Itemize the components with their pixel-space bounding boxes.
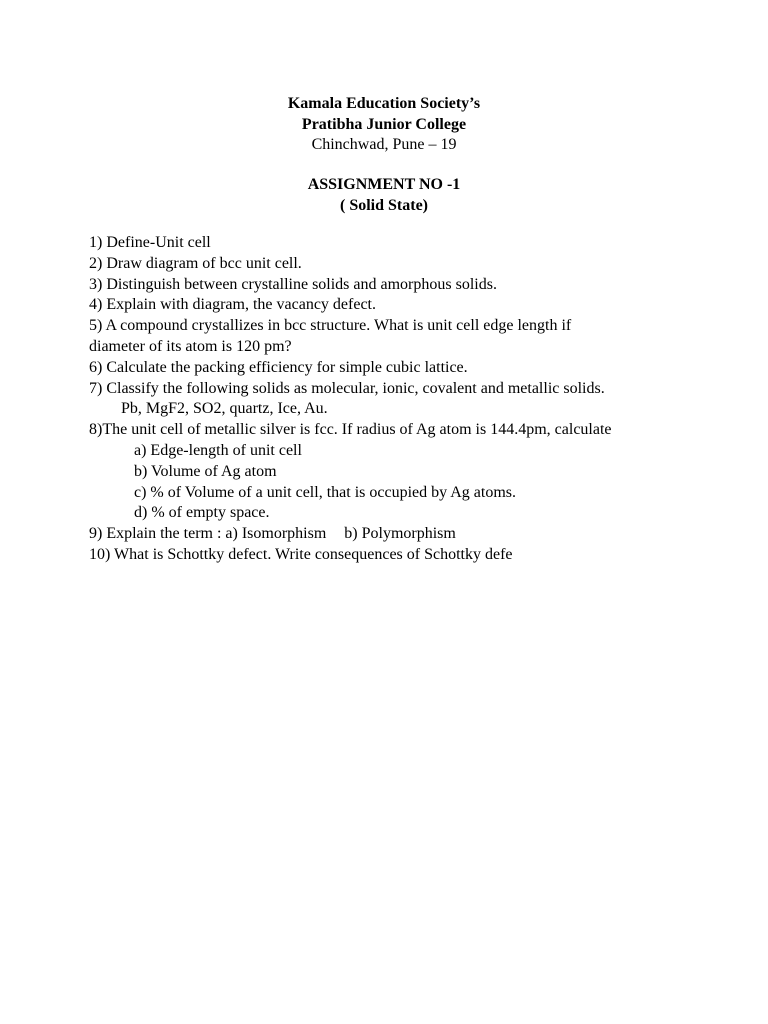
question-9: [89, 524, 749, 545]
question-4: 4) Explain with diagram, the vacancy defect.: [89, 296, 376, 314]
question-8-part-a: a) Edge-length of unit cell: [134, 441, 302, 459]
college-location: Chinchwad, Pune – 19: [311, 136, 457, 153]
question-9-part-b: b) Polymorphism: [344, 525, 456, 543]
college-name: Pratibha Junior College: [301, 115, 467, 133]
question-1: 1) Define-Unit cell: [89, 234, 211, 251]
question-2: 2) Draw diagram of bcc unit cell.: [89, 254, 302, 272]
question-5-line-2: diameter of its atom is 120 pm?: [89, 337, 292, 355]
question-7: 7) Classify the following solids as molecular, ionic, covalent and metallic solids.: [89, 379, 605, 397]
question-3: 3) Distinguish between crystalline solids and amorphous solids.: [89, 275, 497, 293]
society-name: Kamala Education Society’s: [287, 95, 481, 112]
assignment-title: ASSIGNMENT NO -1: [307, 176, 461, 193]
question-8: 8)The unit cell of metallic silver is fcc. If radius of Ag atom is 144.4pm, calculate: [89, 421, 612, 439]
question-8-part-c: c) % of Volume of a unit cell, that is occupied by Ag atoms.: [134, 483, 516, 501]
assignment-heading: [0, 175, 768, 216]
document-header: [0, 94, 768, 156]
question-7-items: Pb, MgF2, SO2, quartz, Ice, Au.: [121, 400, 328, 418]
question-8-part-d: d) % of empty space.: [134, 504, 270, 522]
question-6: 6) Calculate the packing efficiency for simple cubic lattice.: [89, 358, 468, 376]
question-list: [89, 233, 749, 566]
question-5-line-1: 5) A compound crystallizes in bcc structure. What is unit cell edge length if: [89, 317, 572, 335]
question-8-part-b: b) Volume of Ag atom: [134, 462, 277, 480]
question-9-part-a: 9) Explain the term : a) Isomorphism: [89, 525, 327, 543]
assignment-subject: ( Solid State): [340, 196, 428, 214]
question-10: 10) What is Schottky defect. Write consequences of Schottky defe: [89, 545, 513, 563]
